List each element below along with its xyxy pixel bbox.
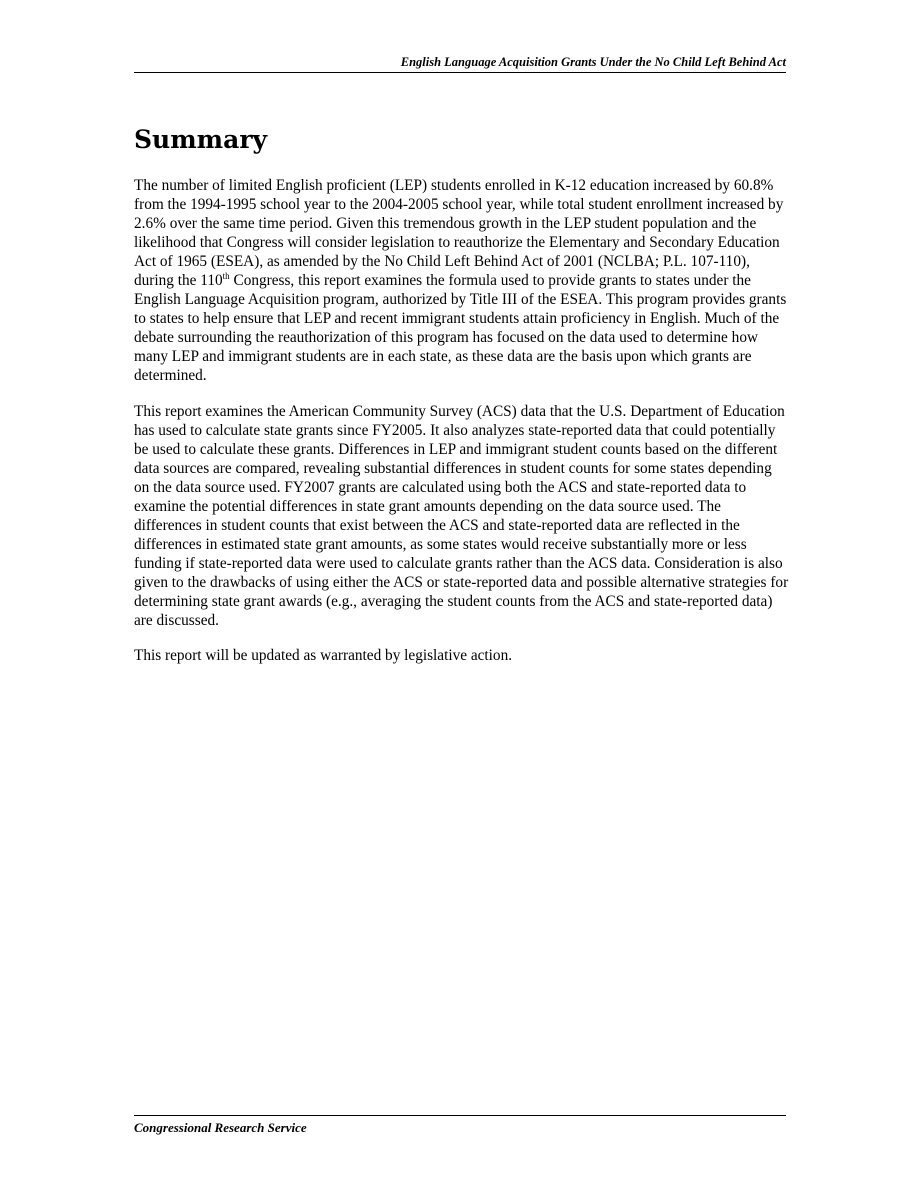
page-footer: [134, 1115, 786, 1135]
summary-body: [134, 176, 790, 681]
page-header: [134, 55, 786, 73]
running-title: English Language Acquisition Grants Under the No Child Left Behind Act: [400, 55, 786, 69]
paragraph-1-text-end: Congress, this report examines the formula used to provide grants to states under the English Language Acquisition program, authorized by Title III of the ESEA. This program provides grants to states to help ensure that LEP and recent immigrant students attain proficiency in English. Much of the debate surrounding the reauthorization of this program has focused on the data used to determine how many LEP and immigrant students are in each state, as these data are the basis upon which grants are determined.: [134, 272, 787, 385]
summary-paragraph-1: [134, 176, 790, 386]
summary-paragraph-3: This report will be updated as warranted by legislative action.: [134, 647, 513, 665]
footer-text: Congressional Research Service: [134, 1120, 307, 1135]
ordinal-superscript: th: [222, 271, 230, 282]
summary-heading: Summary: [134, 125, 268, 154]
summary-paragraph-2: This report examines the American Community Survey (ACS) data that the U.S. Department of Education has used to calculate state grants since FY2005. It also analyzes state-reported data that could potentially be used to calculate these grants. Differences in LEP and immigrant student counts based on the different data sources are compared, revealing substantial differences in student counts for some states depending on the data source used. FY2007 grants are calculated using both the ACS and state-reported data to examine the potential differences in state grant amounts depending on the data source used. The differences in student counts that exist between the ACS and state-reported data are reflected in the differences in estimated state grant amounts, as some states would receive substantially more or less funding if state-reported data were used to calculate grants rather than the ACS data. Consideration is also given to the drawbacks of using either the ACS or state-reported data and possible alternative strategies for determining state grant awards (e.g., averaging the student counts from the ACS and state-reported data) are discussed.: [134, 402, 789, 630]
paragraph-1-text-start: The number of limited English proficient (LEP) students enrolled in K-12 education increased by 60.8% from the 1994-1995 school year to the 2004-2005 school year, while total student enrollment increased by 2.6% over the same time period. Given this tremendous growth in the LEP student population and the likelihood that Congress will consider legislation to reauthorize the Elementary and Secondary Education Act of 1965 (ESEA), as amended by the No Child Left Behind Act of 2001 (NCLBA; P.L. 107-110), during the 110: [134, 177, 784, 290]
